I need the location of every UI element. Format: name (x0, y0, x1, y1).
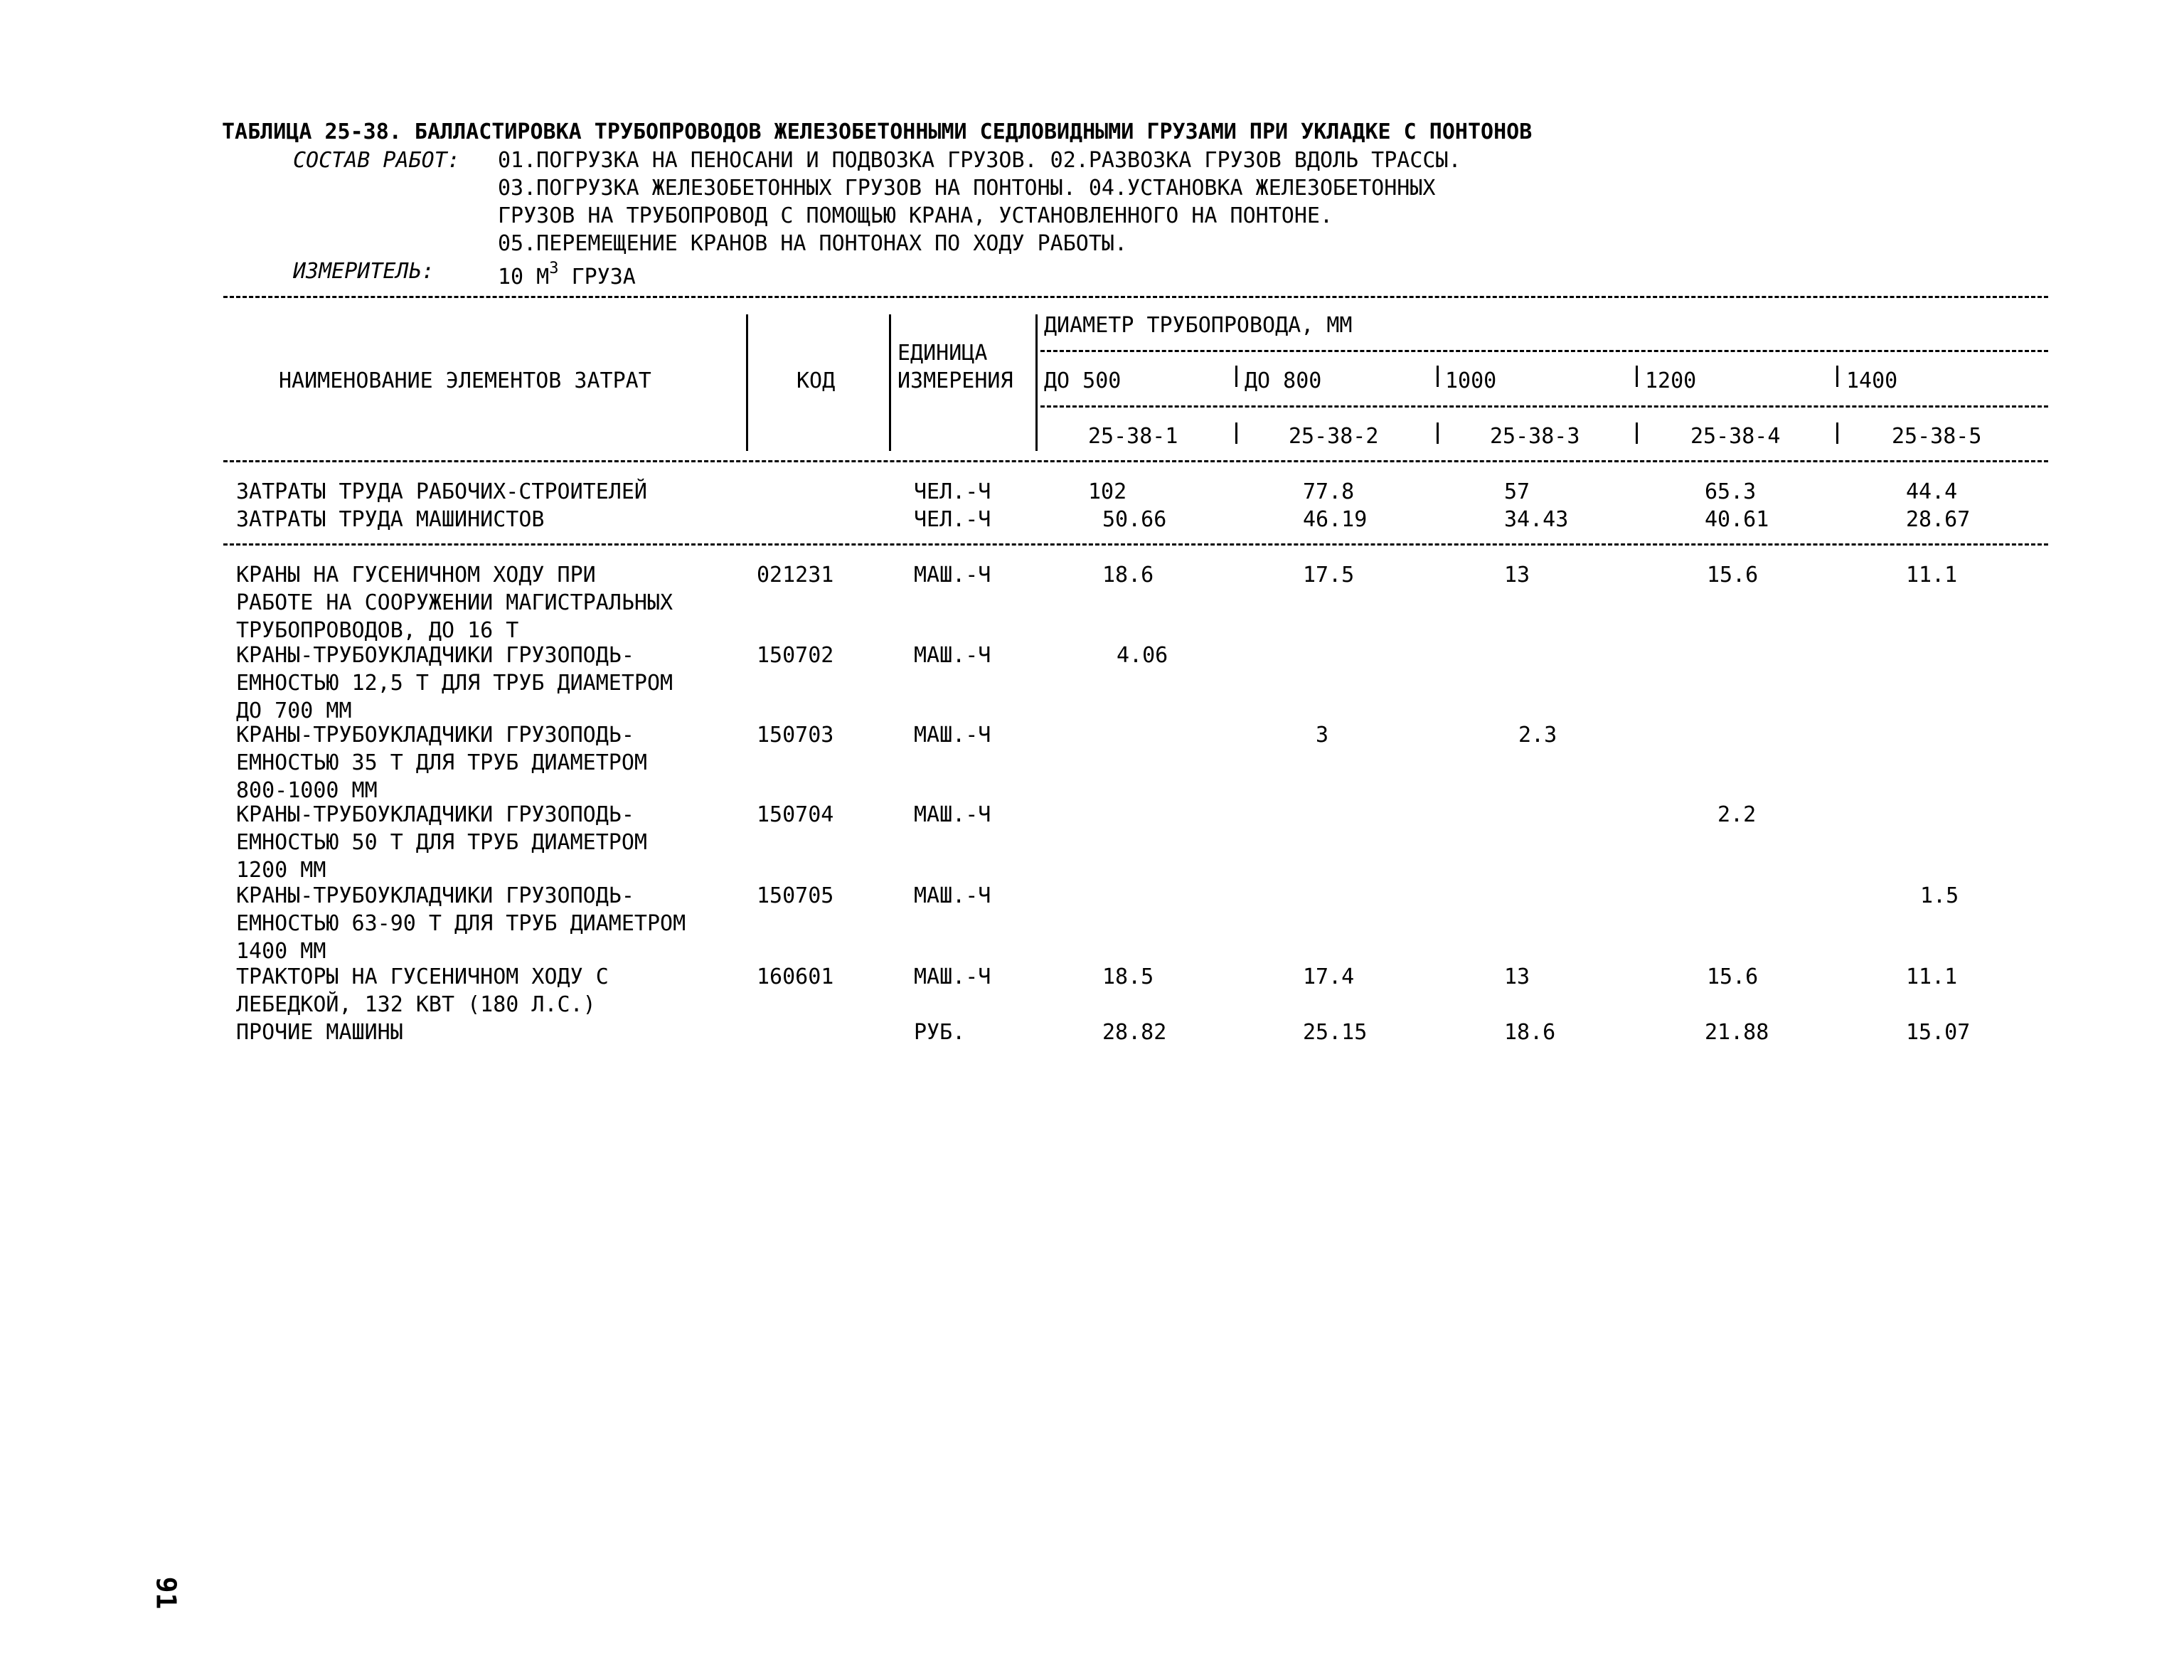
machine-row-6-unit: МАШ.-Ч (914, 964, 991, 989)
machine-row-1-v5: 11.1 (1906, 563, 1958, 588)
labor-row-2-unit: ЧЕЛ.-Ч (914, 507, 991, 532)
header-code-5: 25-38-5 (1892, 424, 1982, 449)
machine-row-4-v4: 2.2 (1717, 802, 1757, 827)
labor-row-2-v2: 46.19 (1303, 507, 1368, 532)
meter-value (498, 257, 636, 291)
rule-diameter-group (1040, 350, 2048, 352)
col-sep-d4-d5 (1836, 366, 1838, 387)
machine-row-7-name-1: ПРОЧИЕ МАШИНЫ (236, 1020, 403, 1045)
header-diameter-group: ДИАМЕТР ТРУБОПРОВОДА, ММ (1044, 313, 1353, 338)
machine-row-5-name-1: КРАНЫ-ТРУБОУКЛАДЧИКИ ГРУЗОПОДЬ- (236, 883, 634, 908)
machine-row-6-v3: 13 (1504, 964, 1530, 989)
meter-unit-gap (559, 265, 572, 289)
header-code-col: КОД (797, 368, 836, 393)
header-name-col: НАИМЕНОВАНИЕ ЭЛЕМЕНТОВ ЗАТРАТ (279, 368, 651, 393)
header-code-3: 25-38-3 (1490, 424, 1580, 449)
labor-row-1-v2: 77.8 (1303, 479, 1355, 504)
machine-row-4-name-3: 1200 ММ (236, 858, 326, 883)
labor-row-2-v5: 28.67 (1906, 507, 1971, 532)
machine-row-1-v2: 17.5 (1303, 563, 1355, 588)
machine-row-2-unit: МАШ.-Ч (914, 643, 991, 668)
machine-row-1-v3: 13 (1504, 563, 1530, 588)
machine-row-4-code: 150704 (757, 802, 834, 827)
machine-row-2-name-2: ЕМНОСТЬЮ 12,5 Т ДЛЯ ТРУБ ДИАМЕТРОМ (236, 671, 673, 696)
machine-row-3-v2: 3 (1316, 723, 1329, 748)
machine-row-3-unit: МАШ.-Ч (914, 723, 991, 748)
header-code-2: 25-38-2 (1289, 424, 1379, 449)
col-sep-d2-d3 (1437, 366, 1439, 387)
machine-row-6-name-1: ТРАКТОРЫ НА ГУСЕНИЧНОМ ХОДУ С (236, 964, 609, 989)
col-sep-name-code (746, 314, 748, 451)
meter-number: 10 М (498, 265, 550, 289)
table-title: ТАБЛИЦА 25-38. БАЛЛАСТИРОВКА ТРУБОПРОВОДОВ ЖЕЛЕЗОБЕТОННЫМИ СЕДЛОВИДНЫМИ ГРУЗАМИ ПРИ УКЛАДКЕ С ПОНТОНОВ (222, 119, 1533, 144)
machine-row-6-v5: 11.1 (1906, 964, 1958, 989)
col-sep-unit-diam (1035, 314, 1038, 451)
machine-row-7-v1: 28.82 (1102, 1020, 1167, 1045)
machine-row-3-code: 150703 (757, 723, 834, 748)
machine-row-5-code: 150705 (757, 883, 834, 908)
machine-row-7-v4: 21.88 (1705, 1020, 1769, 1045)
machine-row-7-v3: 18.6 (1504, 1020, 1556, 1045)
header-code-4: 25-38-4 (1690, 424, 1781, 449)
machine-row-1-v1: 18.6 (1102, 563, 1154, 588)
machine-row-1-name-2: РАБОТЕ НА СООРУЖЕНИИ МАГИСТРАЛЬНЫХ (236, 590, 673, 615)
machine-row-5-unit: МАШ.-Ч (914, 883, 991, 908)
machine-row-2-v1: 4.06 (1117, 643, 1168, 668)
machine-row-7-v5: 15.07 (1906, 1020, 1971, 1045)
machine-row-4-name-1: КРАНЫ-ТРУБОУКЛАДЧИКИ ГРУЗОПОДЬ- (236, 802, 634, 827)
machine-row-6-name-2: ЛЕБЕДКОЙ, 132 КВТ (180 Л.С.) (236, 992, 596, 1017)
header-unit-col-1: ЕДИНИЦА (897, 341, 988, 366)
machine-row-4-unit: МАШ.-Ч (914, 802, 991, 827)
machine-row-6-code: 160601 (757, 964, 834, 989)
machine-row-7-unit: РУБ. (914, 1020, 966, 1045)
col-sep-c3-c4 (1636, 422, 1638, 444)
col-sep-d1-d2 (1235, 366, 1237, 387)
col-sep-d3-d4 (1636, 366, 1638, 387)
machine-row-5-v5: 1.5 (1920, 883, 1959, 908)
header-diameter-4: 1200 (1645, 368, 1697, 393)
machine-row-3-name-1: КРАНЫ-ТРУБОУКЛАДЧИКИ ГРУЗОПОДЬ- (236, 723, 634, 748)
col-sep-c1-c2 (1235, 422, 1237, 444)
col-sep-code-unit (889, 314, 891, 451)
machine-row-3-name-3: 800-1000 ММ (236, 778, 378, 803)
machine-row-6-v1: 18.5 (1102, 964, 1154, 989)
machine-row-1-name-1: КРАНЫ НА ГУСЕНИЧНОМ ХОДУ ПРИ (236, 563, 596, 588)
work-line-2: 03.ПОГРУЗКА ЖЕЛЕЗОБЕТОННЫХ ГРУЗОВ НА ПОНТОНЫ. 04.УСТАНОВКА ЖЕЛЕЗОБЕТОННЫХ (498, 176, 1436, 201)
labor-row-2-name: ЗАТРАТЫ ТРУДА МАШИНИСТОВ (236, 507, 545, 532)
machine-row-1-v4: 15.6 (1707, 563, 1759, 588)
header-diameter-2: ДО 800 (1245, 368, 1322, 393)
meter-unit: ГРУЗА (571, 265, 636, 289)
labor-row-2-v4: 40.61 (1705, 507, 1769, 532)
labor-row-1-v3: 57 (1504, 479, 1530, 504)
machine-row-1-unit: МАШ.-Ч (914, 563, 991, 588)
labor-row-2-v1: 50.66 (1102, 507, 1167, 532)
machine-row-2-name-3: ДО 700 ММ (236, 698, 352, 723)
machine-row-1-code: 021231 (757, 563, 834, 588)
header-diameter-5: 1400 (1846, 368, 1898, 393)
header-unit-col-2: ИЗМЕРЕНИЯ (897, 368, 1013, 393)
rule-diameter-values (1040, 405, 2048, 408)
machine-row-7-v2: 25.15 (1303, 1020, 1368, 1045)
machine-row-6-v4: 15.6 (1707, 964, 1759, 989)
machine-row-6-v2: 17.4 (1303, 964, 1355, 989)
work-composition-label: СОСТАВ РАБОТ: (293, 148, 460, 173)
machine-row-2-code: 150702 (757, 643, 834, 668)
machine-row-1-name-3: ТРУБОПРОВОДОВ, ДО 16 Т (236, 618, 519, 643)
header-diameter-3: 1000 (1445, 368, 1497, 393)
rule-head-bottom (223, 460, 2048, 462)
machine-row-5-name-2: ЕМНОСТЬЮ 63-90 Т ДЛЯ ТРУБ ДИАМЕТРОМ (236, 911, 686, 936)
labor-row-1-v1: 102 (1088, 479, 1127, 504)
labor-row-1-v5: 44.4 (1906, 479, 1958, 504)
machine-row-3-name-2: ЕМНОСТЬЮ 35 Т ДЛЯ ТРУБ ДИАМЕТРОМ (236, 750, 647, 775)
rule-top (223, 296, 2048, 298)
machine-row-4-name-2: ЕМНОСТЬЮ 50 Т ДЛЯ ТРУБ ДИАМЕТРОМ (236, 830, 647, 855)
labor-row-2-v3: 34.43 (1504, 507, 1569, 532)
meter-label: ИЗМЕРИТЕЛЬ: (293, 259, 435, 284)
col-sep-c2-c3 (1437, 422, 1439, 444)
work-line-4: 05.ПЕРЕМЕЩЕНИЕ КРАНОВ НА ПОНТОНАХ ПО ХОДУ РАБОТЫ. (498, 231, 1128, 256)
labor-row-1-name: ЗАТРАТЫ ТРУДА РАБОЧИХ-СТРОИТЕЛЕЙ (236, 479, 647, 504)
rule-labor-bottom (223, 543, 2048, 546)
header-diameter-1: ДО 500 (1044, 368, 1122, 393)
machine-row-2-name-1: КРАНЫ-ТРУБОУКЛАДЧИКИ ГРУЗОПОДЬ- (236, 643, 634, 668)
machine-row-5-name-3: 1400 ММ (236, 939, 326, 964)
header-code-1: 25-38-1 (1088, 424, 1178, 449)
col-sep-c4-c5 (1836, 422, 1838, 444)
labor-row-1-v4: 65.3 (1705, 479, 1757, 504)
work-line-1: 01.ПОГРУЗКА НА ПЕНОСАНИ И ПОДВОЗКА ГРУЗОВ. 02.РАЗВОЗКА ГРУЗОВ ВДОЛЬ ТРАССЫ. (498, 148, 1461, 173)
page-number: 91 (150, 1576, 182, 1610)
work-line-3: ГРУЗОВ НА ТРУБОПРОВОД С ПОМОЩЬЮ КРАНА, УСТАНОВЛЕННОГО НА ПОНТОНЕ. (498, 203, 1333, 228)
machine-row-3-v3: 2.3 (1518, 723, 1557, 748)
labor-row-1-unit: ЧЕЛ.-Ч (914, 479, 991, 504)
meter-superscript: 3 (549, 260, 559, 277)
